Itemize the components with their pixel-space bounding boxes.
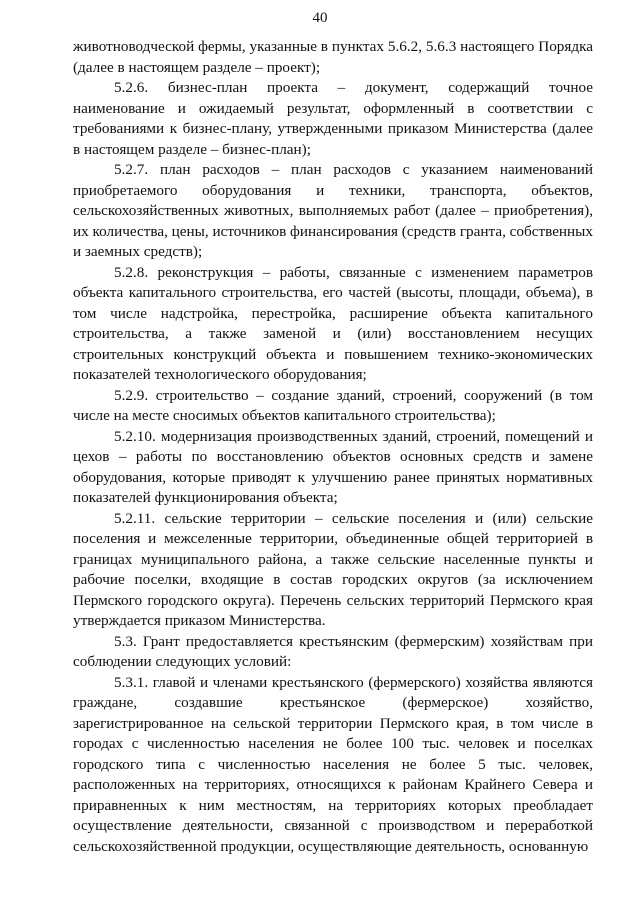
page-number: 40 [312, 10, 328, 26]
paragraph-5-2-10: 5.2.10. модернизация производственных зданий, строений, помещений и цехов – работы по восстановлению объектов основных средств и замене оборудования, которые приводят к улучшению ранее принятых нормативных показателей функционирования объекта; [73, 427, 593, 506]
paragraph-5-3: 5.3. Грант предоставляется крестьянским (фермерским) хозяйствам при соблюдении следующих условий: [73, 632, 593, 670]
paragraph-5-2-6: 5.2.6. бизнес-план проекта – документ, содержащий точное наименование и ожидаемый результат, оформленный в соответствии с требованиями к бизнес-плану, утвержденными приказом Министерства (далее в настоящем разделе – бизнес-план); [73, 79, 593, 158]
paragraph-continuation: животноводческой фермы, указанные в пунктах 5.6.2, 5.6.3 настоящего Порядка (далее в настоящем разделе – проект); [73, 38, 593, 76]
paragraph-5-2-9: 5.2.9. строительство – создание зданий, строений, сооружений (в том числе на месте сносимых объектов капитального строительства); [73, 386, 593, 424]
document-text [73, 37, 593, 857]
paragraph-5-2-8: 5.2.8. реконструкция – работы, связанные с изменением параметров объекта капитального строительства, его частей (высоты, площади, объема), в том числе надстройка, перестройка, расширение объекта капитального строительства, а также заменой и (или) восстановлением несущих строительных конструкций объекта и повышением технико-экономических показателей технологического оборудования; [73, 263, 593, 383]
paragraph-5-3-1: 5.3.1. главой и членами крестьянского (фермерского) хозяйства являются граждане, создавшие крестьянское (фермерское) хозяйство, зарегистрированное на сельской территории Пермского края, в том числе в городах с численностью населения не более 100 тыс. человек и поселках городского типа с численностью населения не более 5 тыс. человек, расположенных на территориях, относящихся к районам Крайнего Севера и приравненных к ним местностям, на территориях которых преобладает осуществление деятельности, связанной с производством и переработкой сельскохозяйственной продукции, осуществляющие деятельность, основанную [73, 673, 593, 855]
paragraph-5-2-11: 5.2.11. сельские территории – сельские поселения и (или) сельские поселения и межселенные территории, объединенные общей территорией в границах муниципального района, а также сельские населенные пункты и рабочие поселки, входящие в состав городских округов (за исключением Пермского городского округа). Перечень сельских территорий Пермского края утверждается приказом Министерства. [73, 509, 593, 629]
paragraph-5-2-7: 5.2.7. план расходов – план расходов с указанием наименований приобретаемого оборудования и техники, транспорта, объектов, сельскохозяйственных животных, выполняемых работ (далее – приобретения), их количества, цены, источников финансирования (средств гранта, собственных и заемных средств); [73, 161, 593, 260]
